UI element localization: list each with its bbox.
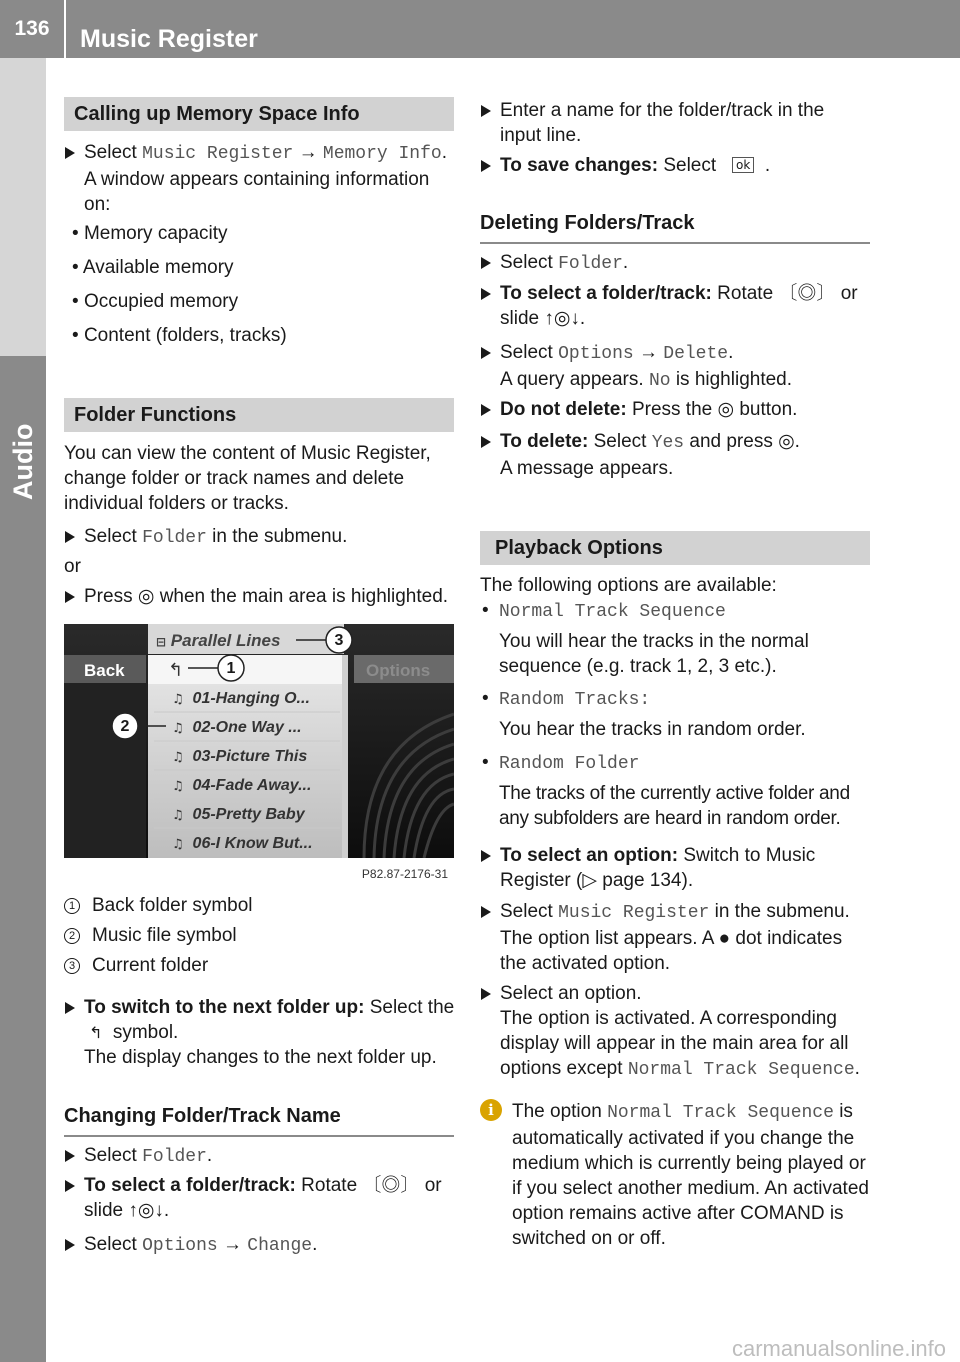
step-arrow-icon: [64, 590, 78, 604]
legend-item: 1 Back folder symbol: [64, 893, 454, 923]
options-button: Options: [366, 661, 431, 680]
comand-screen-figure: [64, 624, 454, 884]
list-item: ♫ 01-Hanging O...: [172, 686, 342, 715]
playback-step-3: Select an option. The option is activated. A corresponding display will appear in the main area for all options except Normal Track Sequence.: [480, 981, 872, 1083]
folder-step-2: Press ◎ when the main area is highlighted.: [64, 584, 456, 609]
menu-item-music-register: Music Register: [142, 144, 294, 164]
music-note-icon: ♫: [172, 692, 184, 707]
music-note-icon: ♫: [172, 750, 184, 765]
callout-2: 2: [120, 718, 130, 735]
step-arrow-icon: [480, 104, 494, 118]
callout-lines: [64, 624, 454, 884]
list-item: ♫ 03-Picture This: [172, 744, 342, 773]
page-header: [0, 0, 960, 58]
change-step-5: To save changes: Select ok .: [480, 153, 870, 178]
figure-legend: [64, 893, 454, 983]
list-item: ♫ 05-Pretty Baby: [172, 802, 342, 831]
change-step-2: To select a folder/track: Rotate 〔◎〕 or slide ↑◎↓.: [64, 1173, 454, 1223]
change-step-3: Select Options → Change.: [64, 1232, 454, 1259]
arrow-text: →: [293, 142, 323, 163]
list-item: • Occupied memory: [72, 291, 239, 312]
step-arrow-icon: [64, 146, 78, 160]
list-item: ♫ 02-One Way ...: [172, 715, 342, 744]
step-arrow-icon: [480, 849, 494, 863]
callout-3: 3: [334, 632, 344, 649]
memory-info-step: [64, 140, 454, 217]
change-step-1: Select Folder.: [64, 1143, 454, 1170]
section-heading-memory-info: Calling up Memory Space Info: [64, 97, 454, 131]
info-note: i The option Normal Track Sequence is automatically activated if you change the medium which is currently being played or if you select another medium. An activated option remains active after COMAND is switched on or off.: [480, 1099, 872, 1251]
music-note-icon: ♫: [172, 721, 184, 736]
list-item: • Memory capacity: [72, 223, 228, 244]
delete-step-4: Do not delete: Press the ◎ button.: [480, 397, 870, 422]
sidebar-label: Audio: [8, 423, 38, 500]
playback-intro: The following options are available:: [480, 575, 777, 596]
list-item: • Content (folders, tracks): [72, 325, 287, 346]
music-note-icon: ♫: [172, 779, 184, 794]
list-item: • Available memory: [72, 257, 234, 278]
back-button: Back: [84, 661, 125, 680]
step-arrow-icon: [480, 987, 494, 1001]
sidebar: [0, 58, 46, 1362]
delete-step-5: To delete: Select Yes and press ◎. A message appears.: [480, 429, 870, 481]
step-arrow-icon: [64, 1238, 78, 1252]
playback-step-1: To select an option: Switch to Music Register (▷ page 134).: [480, 843, 870, 893]
info-icon: i: [480, 1099, 502, 1121]
back-folder-symbol-icon: ↰: [168, 660, 184, 681]
step-arrow-icon: [64, 1001, 78, 1015]
playback-options-list: [480, 598, 872, 842]
memory-info-bullets: [72, 221, 452, 357]
step-text: Select: [84, 142, 143, 163]
step-arrow-icon: [480, 435, 494, 449]
figure-caption: P82.87-2176-31: [361, 867, 448, 881]
list-item: ♫ 06-I Know But...: [172, 831, 342, 860]
step-arrow-icon: [480, 346, 494, 360]
step-text: .: [441, 142, 447, 163]
section-heading-change-name: Changing Folder/Track Name: [64, 1103, 454, 1137]
folder-functions-intro: You can view the content of Music Register, change folder or track names and delete individual folders or tracks.: [64, 443, 431, 514]
step-arrow-icon: [480, 287, 494, 301]
step-arrow-icon: [480, 159, 494, 173]
sidebar-tab: [0, 356, 46, 1362]
playback-step-2: Select Music Register in the submenu. The option list appears. A ● dot indicates the activated option.: [480, 899, 872, 976]
back-folder-icon: ↰: [84, 1023, 108, 1042]
step-arrow-icon: [64, 1149, 78, 1163]
step-note: A window appears containing information on:: [84, 169, 430, 215]
list-item: • Random Folder The tracks of the currently active folder and any subfolders are heard in random order.: [482, 752, 850, 829]
sidebar-top-block: [0, 58, 46, 356]
watermark: carmanualsonline.info: [731, 1336, 946, 1361]
menu-item-memory-info: Memory Info: [322, 144, 442, 164]
hdd-icon: ⊟: [156, 635, 167, 649]
page-title: Music Register: [80, 25, 258, 53]
current-folder-label: ⊟ Parallel Lines: [156, 628, 280, 655]
step-arrow-icon: [480, 905, 494, 919]
list-item: • Random Tracks: You hear the tracks in random order.: [482, 688, 806, 740]
folder-step-1: Select Folder in the submenu.: [64, 524, 454, 551]
switch-folder-step: To switch to the next folder up: Select the ↰ symbol. The display changes to the next folder up.: [64, 995, 456, 1070]
music-note-icon: ♫: [172, 837, 184, 852]
step-arrow-icon: [64, 1179, 78, 1193]
change-step-4: Enter a name for the folder/track in the input line.: [480, 98, 870, 148]
legend-item: 2 Music file symbol: [64, 923, 454, 953]
menu-item-folder: Folder: [142, 528, 207, 548]
ok-icon: ok: [732, 157, 754, 173]
delete-step-3: Select Options → Delete. A query appears. No is highlighted.: [480, 340, 870, 394]
section-heading-playback: Playback Options: [480, 531, 870, 565]
or-text: or: [64, 556, 81, 577]
music-note-icon: ♫: [172, 808, 184, 823]
step-arrow-icon: [480, 256, 494, 270]
list-item: ♫ 04-Fade Away...: [172, 773, 342, 802]
section-heading-delete: Deleting Folders/Track: [480, 210, 870, 244]
step-arrow-icon: [480, 403, 494, 417]
header-divider: [64, 0, 66, 58]
page-number: 136: [14, 17, 50, 40]
step-arrow-icon: [64, 530, 78, 544]
callout-1: 1: [226, 660, 236, 677]
delete-step-2: To select a folder/track: Rotate 〔◎〕 or slide ↑◎↓.: [480, 281, 870, 331]
delete-step-1: Select Folder.: [480, 250, 870, 277]
list-item: • Normal Track Sequence You will hear the tracks in the normal sequence (e.g. track 1, 2, 3 etc.).: [482, 600, 809, 677]
section-heading-folder-functions: Folder Functions: [64, 398, 454, 432]
legend-item: 3 Current folder: [64, 953, 454, 983]
